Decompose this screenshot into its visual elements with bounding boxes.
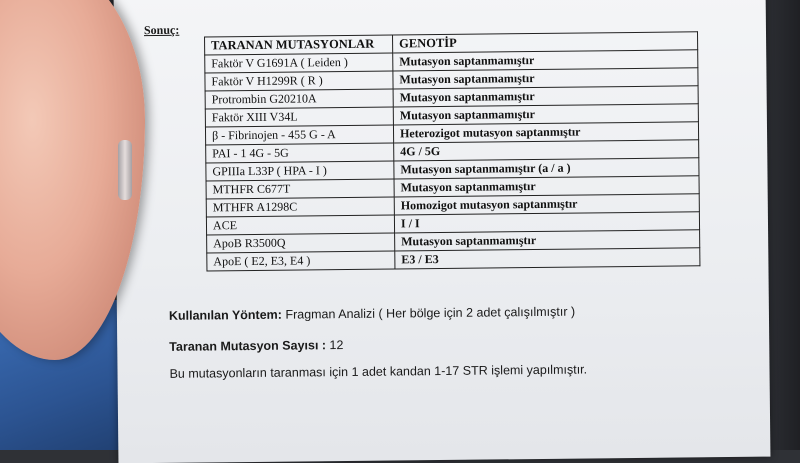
mutation-cell: Faktör XIII V34L — [205, 107, 393, 127]
mutation-count-label: Taranan Mutasyon Sayısı : — [169, 338, 327, 354]
mutation-count-line — [169, 338, 343, 354]
mutation-cell: Faktör V H1299R ( R ) — [205, 71, 393, 91]
genotype-cell: 4G / 5G — [394, 140, 699, 161]
genotype-cell: Mutasyon saptanmamıştır — [393, 50, 698, 71]
mutation-cell: ApoB R3500Q — [207, 233, 395, 253]
mutation-cell: Protrombin G20210A — [205, 89, 393, 109]
genotype-cell: Mutasyon saptanmamıştır — [394, 176, 699, 197]
genotype-cell: Homozigot mutasyon saptanmıştır — [394, 194, 699, 215]
genotype-cell: Mutasyon saptanmamıştır — [393, 68, 698, 89]
method-line — [169, 305, 575, 323]
result-heading: Sonuç: — [143, 22, 180, 38]
mutation-cell: ACE — [206, 215, 394, 235]
genotype-cell: I / I — [394, 212, 699, 233]
document-content — [144, 17, 748, 443]
mutation-cell: β - Fibrinojen - 455 G - A — [205, 125, 393, 145]
genotype-cell: Mutasyon saptanmamıştır (a / a ) — [394, 158, 699, 179]
header-genotype: GENOTİP — [393, 32, 698, 53]
mutation-cell: ApoE ( E2, E3, E4 ) — [207, 251, 395, 271]
str-note: Bu mutasyonların taranması için 1 adet kandan 1-17 STR işlemi yapılmıştır. — [169, 362, 588, 381]
mutation-cell: MTHFR C677T — [206, 179, 394, 199]
mutation-cell: Faktör V G1691A ( Leiden ) — [205, 53, 393, 73]
paper-sheet — [114, 0, 771, 463]
method-label: Kullanılan Yöntem: — [168, 307, 282, 323]
genotype-cell: E3 / E3 — [395, 248, 700, 269]
genotype-cell: Mutasyon saptanmamıştır — [393, 104, 698, 125]
mutation-cell: MTHFR A1298C — [206, 197, 394, 217]
mutation-table — [204, 31, 700, 271]
genotype-cell: Heterozigot mutasyon saptanmıştır — [393, 122, 698, 143]
mutation-cell: GPIIIa L33P ( HPA - I ) — [206, 161, 394, 181]
mutation-count-value: 12 — [329, 338, 344, 353]
method-value: Fragman Analizi ( Her bölge için 2 adet çalışılmıştır ) — [285, 304, 576, 322]
header-mutations: TARANAN MUTASYONLAR — [205, 35, 393, 55]
genotype-cell: Mutasyon saptanmamıştır — [393, 86, 698, 107]
genotype-cell: Mutasyon saptanmamıştır — [395, 230, 700, 251]
mutation-cell: PAI - 1 4G - 5G — [206, 143, 394, 163]
ring — [118, 140, 132, 200]
